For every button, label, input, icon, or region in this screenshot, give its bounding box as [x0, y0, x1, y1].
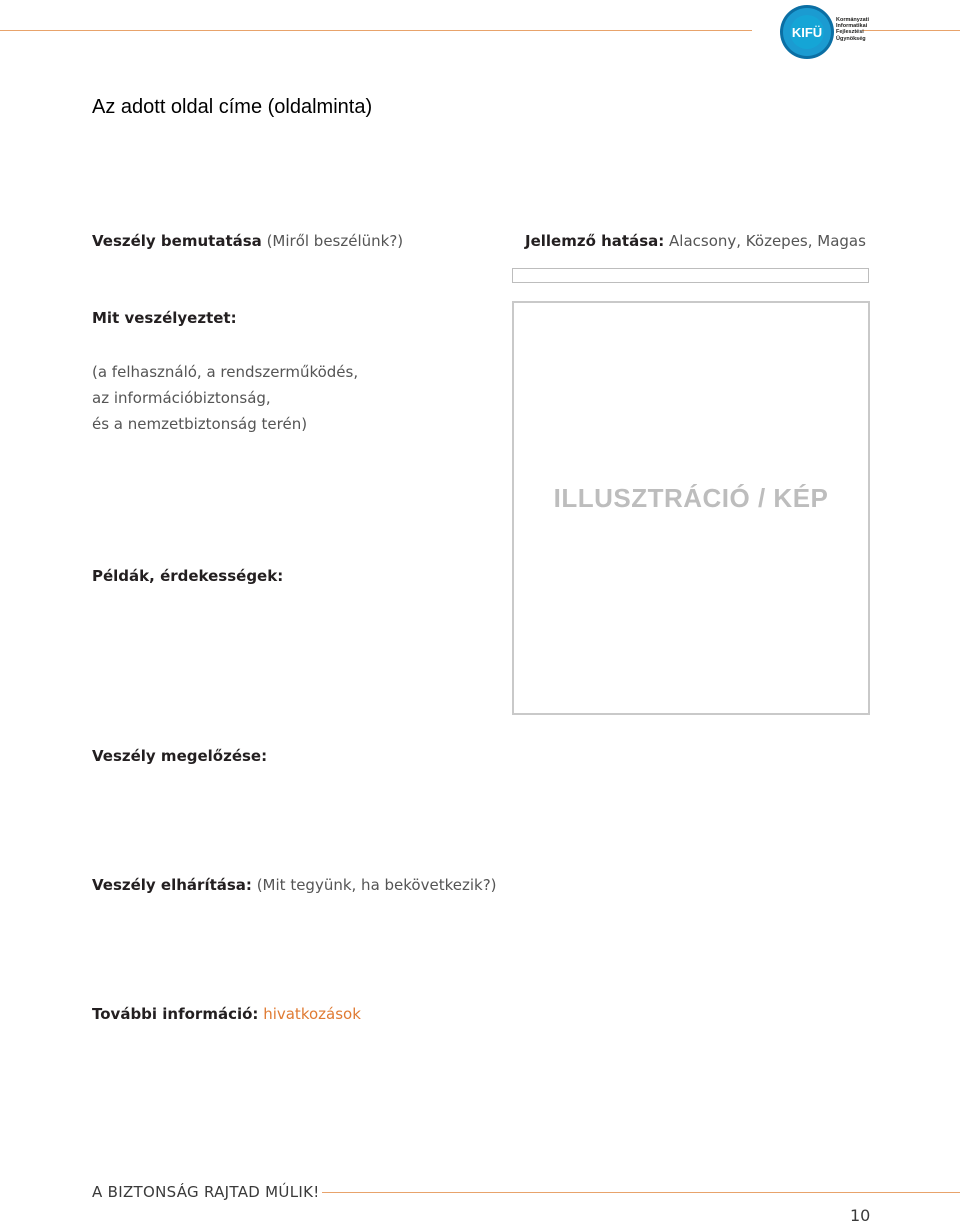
footer-slogan: A BIZTONSÁG RAJTAD MÚLIK! [92, 1183, 320, 1201]
logo-line: Fejlesztési [836, 29, 864, 36]
response-label: Veszély elhárítása: [92, 876, 252, 894]
more-info-row [92, 1005, 361, 1023]
threat-desc-line: az információbiztonság, [92, 389, 271, 407]
more-info-label: További információ: [92, 1005, 259, 1023]
hazard-intro-label: Veszély bemutatása [92, 232, 262, 250]
kifu-logo-mark [778, 3, 838, 61]
illustration-placeholder [512, 301, 870, 715]
examples-label: Példák, érdekességek: [92, 567, 284, 585]
threat-description [92, 359, 358, 437]
response-hint: (Mit tegyünk, ha bekövetkezik?) [251, 876, 497, 894]
page-title: Az adott oldal címe (oldalminta) [92, 96, 373, 118]
threat-label: Mit veszélyeztet: [92, 309, 237, 327]
hazard-intro-row [92, 232, 403, 250]
response-row [92, 876, 497, 894]
impact-level-bar [512, 268, 869, 283]
logo-line: Kormányzati [836, 17, 870, 23]
impact-label: Jellemző hatása: [525, 232, 665, 250]
logo-line: Informatikai [836, 23, 868, 30]
prevention-label: Veszély megelőzése: [92, 747, 268, 765]
impact-values: Alacsony, Közepes, Magas [664, 232, 866, 250]
more-info-link[interactable]: hivatkozások [258, 1005, 361, 1023]
threat-desc-line: (a felhasználó, a rendszerműködés, [92, 363, 359, 381]
logo-abbr: KIFÜ [791, 25, 823, 40]
kifu-logo [778, 3, 878, 61]
footer-rule [322, 1192, 960, 1193]
threat-desc-line: és a nemzetbiztonság terén) [92, 415, 308, 433]
illustration-placeholder-label: ILLUSZTRÁCIÓ / KÉP [553, 483, 829, 513]
logo-line: Ügynökség [836, 35, 866, 42]
hazard-intro-hint: (Miről beszélünk?) [261, 232, 404, 250]
impact-row [525, 232, 866, 250]
logo-agency-name [836, 17, 869, 42]
header-rule-left [0, 30, 752, 31]
page-number: 10 [850, 1206, 871, 1225]
